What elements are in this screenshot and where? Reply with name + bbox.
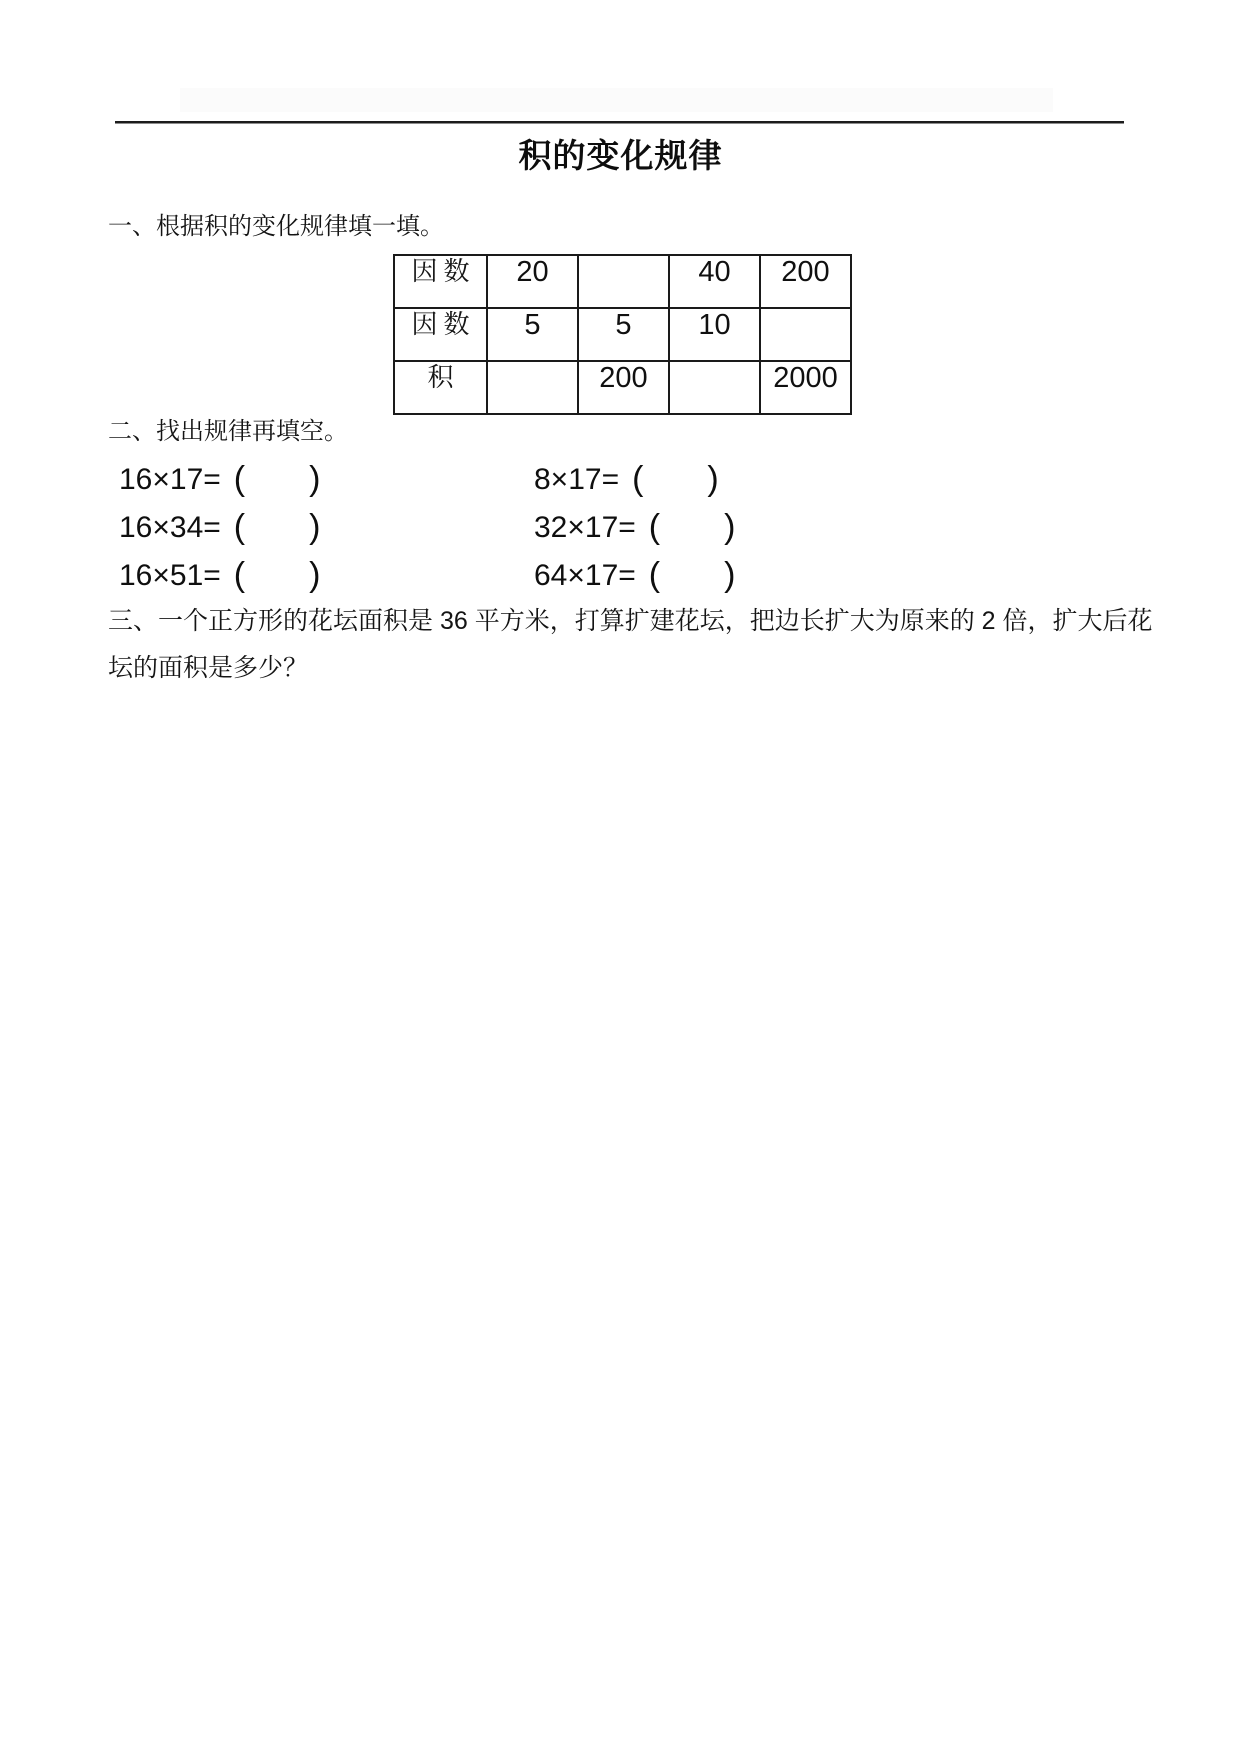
expression-text: 8×17=: [534, 463, 620, 496]
row-label-cell: 积: [394, 361, 487, 414]
expression-64x17: [534, 557, 735, 595]
table-cell-blank: [578, 255, 669, 308]
section1-table: [393, 254, 852, 415]
expression-16x51: [119, 557, 320, 595]
table-cell: 20: [487, 255, 578, 308]
expression-text: 32×17=: [534, 511, 636, 544]
expression-text: 16×17=: [119, 463, 221, 496]
open-paren: (: [233, 459, 246, 498]
problem-line-1: 三、一个正方形的花坛面积是 36 平方米，打算扩建花坛，把边长扩大为原来的 2 倍，扩大后花: [108, 607, 1153, 635]
open-paren: (: [233, 555, 246, 594]
open-paren: (: [648, 555, 661, 594]
table-cell: 5: [487, 308, 578, 361]
exercise-row-2: [0, 509, 1241, 547]
header-divider-rule: [115, 121, 1124, 125]
answer-blank: [245, 528, 309, 529]
table-row-product: [394, 361, 851, 414]
expression-16x34: [119, 509, 320, 547]
expression-16x17: [119, 461, 320, 499]
table-cell: 200: [578, 361, 669, 414]
close-paren: ): [309, 555, 321, 594]
close-paren: ): [309, 459, 321, 498]
table-row-factor1: [394, 255, 851, 308]
exercise-row-3: [0, 557, 1241, 595]
table-cell: 10: [669, 308, 760, 361]
close-paren: ): [707, 459, 719, 498]
header-watermark-band: [180, 88, 1053, 112]
answer-blank: [245, 576, 309, 577]
close-paren: ): [724, 555, 736, 594]
table-cell: 40: [669, 255, 760, 308]
table-cell-blank: [760, 308, 851, 361]
open-paren: (: [648, 507, 661, 546]
table-row-factor2: [394, 308, 851, 361]
row-label-cell: 因数: [394, 308, 487, 361]
table-cell-blank: [487, 361, 578, 414]
section3-problem: [108, 598, 1153, 692]
section1-heading: 一、根据积的变化规律填一填。: [108, 213, 444, 240]
table-cell: 5: [578, 308, 669, 361]
close-paren: ): [309, 507, 321, 546]
problem-line-2: 坛的面积是多少？: [108, 654, 309, 682]
expression-32x17: [534, 509, 735, 547]
expression-8x17: [534, 461, 719, 499]
answer-blank: [245, 480, 309, 481]
answer-blank: [660, 528, 724, 529]
page-title: 积的变化规律: [518, 137, 723, 174]
close-paren: ): [724, 507, 736, 546]
row-label-cell: 因数: [394, 255, 487, 308]
expression-text: 16×34=: [119, 511, 221, 544]
table-cell: 200: [760, 255, 851, 308]
exercise-row-1: [0, 461, 1241, 499]
section2-heading: 二、找出规律再填空。: [108, 418, 348, 445]
expression-text: 64×17=: [534, 559, 636, 592]
answer-blank: [660, 576, 724, 577]
open-paren: (: [233, 507, 246, 546]
answer-blank: [643, 480, 707, 481]
table-cell-blank: [669, 361, 760, 414]
expression-text: 16×51=: [119, 559, 221, 592]
open-paren: (: [632, 459, 644, 498]
table-cell: 2000: [760, 361, 851, 414]
